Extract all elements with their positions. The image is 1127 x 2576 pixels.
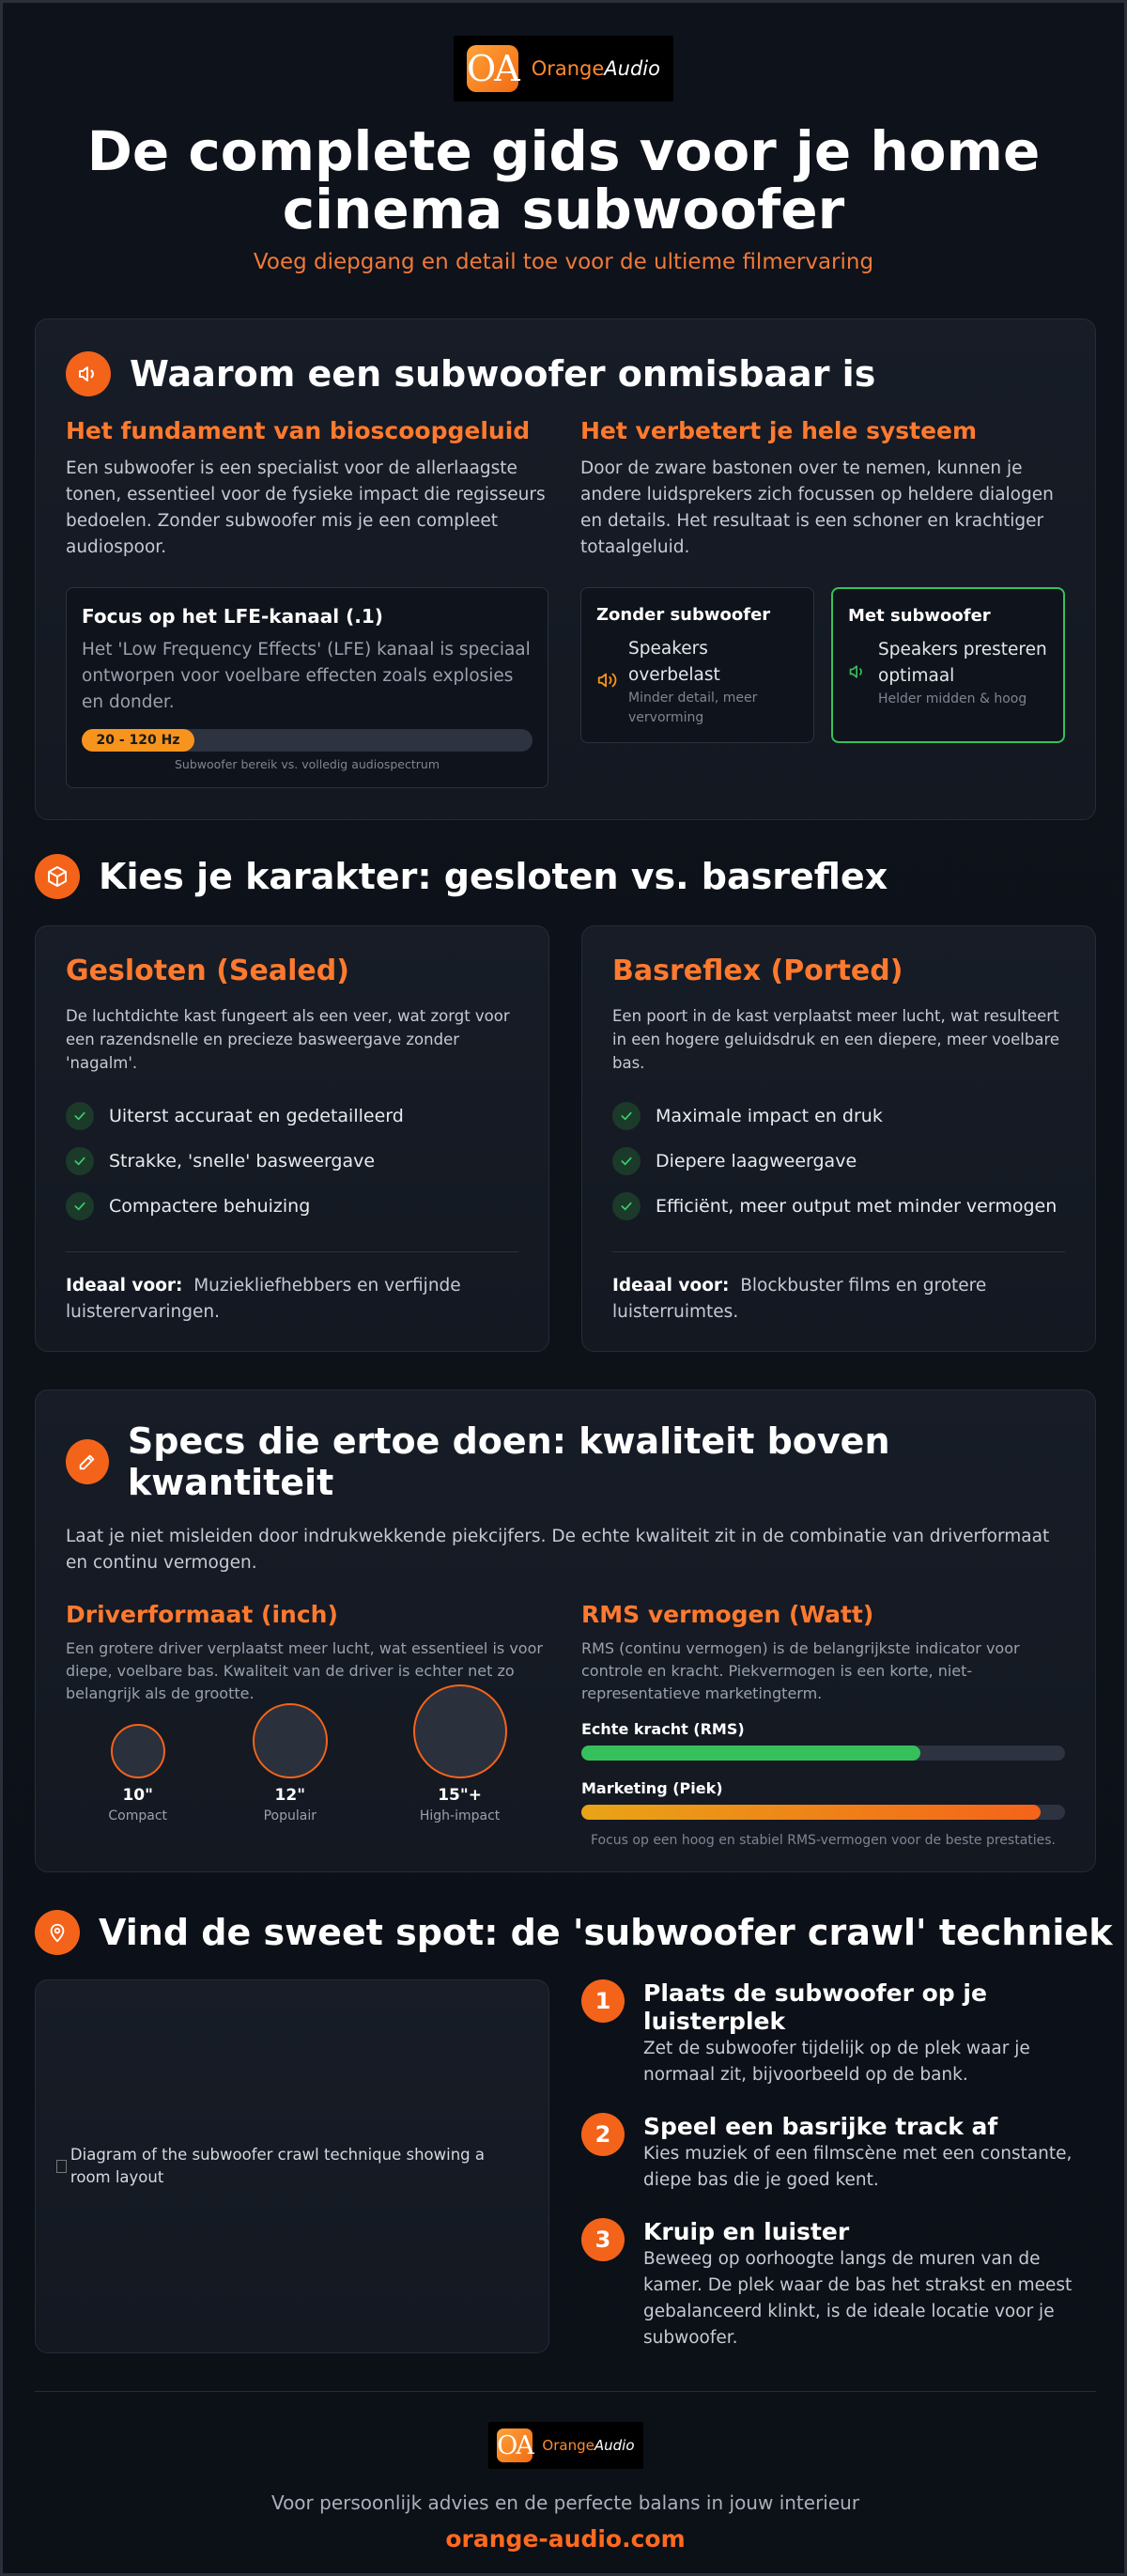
logo-mark: OA <box>497 2429 533 2462</box>
box-icon <box>35 854 80 899</box>
step-1 <box>581 1979 1098 2088</box>
with-sub: Helder midden & hoog <box>878 691 1027 706</box>
broken-image-icon <box>56 2160 67 2173</box>
step-title: Plaats de subwoofer op je luisterplek <box>643 1979 987 2035</box>
brand-logo[interactable] <box>454 36 673 101</box>
driver-size-10: 10" Compact <box>108 1724 167 1823</box>
specs-intro: Laat je niet misleiden door indrukwekkende piekcijfers. De echte kwaliteit zit in de combinatie van driverformaat en continu vermogen. <box>66 1527 1050 1573</box>
sealed-card <box>35 925 549 1352</box>
crawl-steps <box>581 1979 1098 2351</box>
rms-real-bar <box>581 1746 1065 1761</box>
logo-wordmark: OrangeAudio <box>531 57 660 80</box>
lfe-text: Het 'Low Frequency Effects' (LFE) kanaal is speciaal ontworpen voor voelbare effecten zoals explosies en donder. <box>82 640 531 712</box>
driver-sizes <box>66 1730 549 1823</box>
without-main: Speakers overbelast <box>628 639 720 685</box>
rms-real-label: Echte kracht (RMS) <box>581 1720 745 1738</box>
section-title: Kies je karakter: gesloten vs. basreflex <box>99 856 888 897</box>
step-text: Kies muziek of een filmscène met een constante, diepe bas die je goed kent. <box>643 2144 1073 2190</box>
list-item: Compactere behuizing <box>66 1184 518 1229</box>
step-text: Beweeg op oorhoogte langs de muren van de kamer. De plek waar de bas het strakst en meest gebalanceerd klinkt, is de ideale locatie voor je subwoofer. <box>643 2249 1073 2348</box>
sealed-points <box>66 1094 518 1229</box>
frequency-bar-fill: 20 - 120 Hz <box>82 729 194 752</box>
comparison <box>580 587 1065 743</box>
divider <box>612 1251 1065 1252</box>
section-title: Waarom een subwoofer onmisbaar is <box>130 353 876 395</box>
list-item: Strakke, 'snelle' basweergave <box>66 1139 518 1184</box>
footer-tagline: Voor persoonlijk advies en de perfecte balans in jouw interieur <box>270 2491 860 2514</box>
ported-card <box>581 925 1096 1352</box>
rms-text: RMS (continu vermogen) is de belangrijkste indicator voor controle en kracht. Piekvermogen is een korte, niet-representatieve marketingterm. <box>581 1639 1020 1702</box>
with-main: Speakers presteren optimaal <box>878 640 1047 686</box>
location-pin-icon <box>35 1910 80 1955</box>
section-why-subwoofer <box>35 318 1096 820</box>
right-heading: Het verbetert je hele systeem <box>580 417 978 444</box>
frequency-caption: Subwoofer bereik vs. volledig audiospectrum <box>174 757 440 771</box>
list-item: Uiterst accuraat en gedetailleerd <box>66 1094 518 1139</box>
speaker-icon <box>66 351 111 396</box>
page-subtitle: Voeg diepgang en detail toe voor de ultieme filmervaring <box>253 250 874 274</box>
without-sub: Minder detail, meer vervorming <box>628 691 758 725</box>
footer-logo[interactable] <box>488 2422 643 2469</box>
with-subwoofer-card <box>831 587 1065 743</box>
list-item: Efficiënt, meer output met minder vermogen <box>612 1184 1065 1229</box>
with-title: Met subwoofer <box>848 606 991 626</box>
page-title: De complete gids voor je home cinema subwoofer <box>86 119 1041 241</box>
left-heading: Het fundament van bioscoopgeluid <box>66 417 531 444</box>
list-item: Diepere laagweergave <box>612 1139 1065 1184</box>
step-number: 2 <box>581 2113 625 2156</box>
section-specs <box>35 1389 1096 1872</box>
rms-caption: Focus op een hoog en stabiel RMS-vermogen voor de beste prestaties. <box>590 1833 1057 1848</box>
driver-text: Een grotere driver verplaatst meer lucht, wat essentieel is voor diepe, voelbare bas. Kwaliteit van de driver is echter net zo belangrijk als de grootte. <box>66 1639 543 1702</box>
crawl-diagram-image <box>35 1979 549 2353</box>
ported-title: Basreflex (Ported) <box>612 954 903 987</box>
check-icon <box>66 1102 94 1130</box>
step-number: 3 <box>581 2218 625 2261</box>
section-enclosure-header <box>35 854 888 899</box>
frequency-bar <box>82 729 533 752</box>
section-title: Vind de sweet spot: de 'subwoofer crawl' techniek <box>99 1912 1113 1953</box>
step-title: Speel een basrijke track af <box>643 2113 998 2140</box>
ported-desc: Een poort in de kast verplaatst meer lucht, wat resulteert in een hogere geluidsdruk en een diepere, meer voelbare bas. <box>612 1007 1060 1072</box>
step-title: Kruip en luister <box>643 2218 850 2245</box>
lfe-box <box>66 587 548 788</box>
step-3 <box>581 2218 1098 2351</box>
sealed-ideal: Ideaal voor: Muziekliefhebbers en verfijnde luisterervaringen. <box>66 1276 461 1322</box>
logo-mark: OA <box>467 45 518 92</box>
step-number: 1 <box>581 1979 625 2023</box>
check-icon <box>66 1192 94 1220</box>
step-2 <box>581 2113 1098 2194</box>
driver-size-15: 15"+ High-impact <box>413 1684 507 1823</box>
image-alt-text: Diagram of the subwoofer crawl technique showing a room layout <box>69 2146 486 2186</box>
rms-peak-label: Marketing (Piek) <box>581 1779 723 1797</box>
ported-ideal: Ideaal voor: Blockbuster films en grotere luisterruimtes. <box>612 1276 987 1322</box>
pencil-icon <box>66 1439 109 1484</box>
left-text: Een subwoofer is een specialist voor de allerlaagste tonen, essentieel voor de fysieke impact die regisseurs bedoelen. Zonder subwoofer mis je een compleet audiospoor. <box>66 458 546 557</box>
divider <box>66 1251 518 1252</box>
footer-link[interactable]: orange-audio.com <box>445 2525 686 2553</box>
without-subwoofer-card <box>580 587 814 743</box>
driver-size-12: 12" Populair <box>253 1703 328 1823</box>
check-icon <box>66 1147 94 1175</box>
speaker-good-icon <box>848 662 867 685</box>
driver-heading: Driverformaat (inch) <box>66 1601 338 1628</box>
step-text: Zet de subwoofer tijdelijk op de plek waar je normaal zit, bijvoorbeeld op de bank. <box>643 2039 1030 2085</box>
sealed-desc: De luchtdichte kast fungeert als een veer, wat zorgt voor een razendsnelle en precieze basweergave zonder 'nagalm'. <box>66 1007 510 1072</box>
ported-points <box>612 1094 1065 1229</box>
speaker-warning-icon <box>596 670 617 694</box>
section-sweetspot-header <box>35 1910 1112 1955</box>
section-title: Specs die ertoe doen: kwaliteit boven kwantiteit <box>127 1420 890 1503</box>
header <box>35 3 1092 274</box>
right-text: Door de zware bastonen over te nemen, kunnen je andere luidsprekers zich focussen op heldere dialogen en details. Het resultaat is een schoner en krachtiger totaalgeluid. <box>580 458 1054 557</box>
list-item: Maximale impact en druk <box>612 1094 1065 1139</box>
sealed-title: Gesloten (Sealed) <box>66 954 349 987</box>
check-icon <box>612 1102 641 1130</box>
lfe-title: Focus op het LFE-kanaal (.1) <box>82 605 383 628</box>
rms-peak-bar <box>581 1805 1065 1820</box>
check-icon <box>612 1147 641 1175</box>
check-icon <box>612 1192 641 1220</box>
logo-wordmark: OrangeAudio <box>542 2437 635 2454</box>
rms-heading: RMS vermogen (Watt) <box>581 1601 874 1628</box>
without-title: Zonder subwoofer <box>596 605 771 625</box>
footer <box>35 2391 1096 2553</box>
